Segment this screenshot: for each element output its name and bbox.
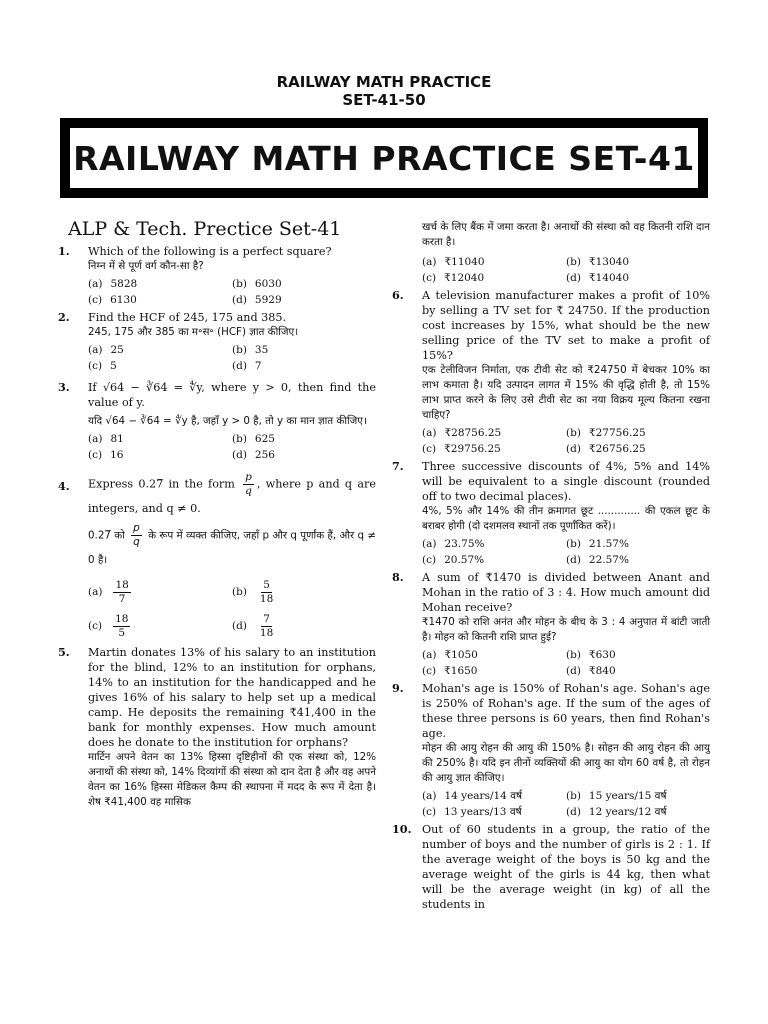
question-text-hi: ₹1470 को राशि अनंत और मोहन के बीच के 3 : 4 अनुपात में बांटी जाती है। मोहन को कितनी राशि प्राप्त हुई?: [422, 616, 710, 643]
radical-expression: √64 − ∛64 = ∜y: [105, 415, 188, 427]
repeating-decimal: 0.27̅: [138, 477, 164, 491]
question-text-hi: यदि √64 − ∛64 = ∜y है, जहाँ y > 0 है, तो y का मान ज्ञात कीजिए।: [88, 415, 367, 427]
question-5: [58, 645, 376, 810]
option-c[interactable]: (c) ₹1650: [422, 665, 478, 677]
section-title: ALP & Tech. Prectice Set-41: [68, 218, 342, 240]
question-9: [392, 681, 710, 820]
question-text-hi: मार्टिन अपने वेतन का 13% हिस्सा दृष्टिहीनों की एक संस्था को, 12% अनाथों की संस्था को, 14% दिव्यांगों की संस्था को दान देता है और वह अपने वेतन का 16% हिस्सा मेडिकल कैम्प की स्थापना में मदद के रूप में देता है। शेष ₹41,400 वह मासिक: [88, 751, 376, 808]
option-b[interactable]: (b) 15 years/15 वर्ष: [566, 790, 667, 802]
title-banner: [60, 118, 708, 198]
option-a[interactable]: (a) 25: [88, 344, 124, 356]
option-a[interactable]: (a) $\frac{18}{7}$: [88, 578, 129, 605]
option-b[interactable]: (b) 35: [232, 344, 269, 356]
option-a[interactable]: (a) ₹1050: [422, 649, 478, 661]
options: [422, 788, 710, 820]
option-d[interactable]: (d) ₹26756.25: [566, 443, 646, 455]
question-8: [392, 570, 710, 679]
question-2: [58, 310, 376, 374]
question-number: 9.: [392, 681, 404, 695]
question-text-en: A sum of ₹1470 is divided between Anant and Mohan in the ratio of 3 : 4. How much amount did Mohan receive?: [422, 571, 710, 614]
question-text-hi: 245, 175 और 385 का म॰स॰ (HCF) ज्ञात कीजिए।: [88, 326, 299, 338]
question-number: 1.: [58, 244, 70, 258]
option-c[interactable]: (c) ₹12040: [422, 272, 485, 284]
options: [422, 536, 710, 568]
option-b[interactable]: (b) 6030: [232, 278, 282, 290]
question-number: 5.: [58, 645, 70, 659]
question-text-en: Out of 60 students in a group, the ratio of the number of boys and the number of girls is 2 : 1. If the average weight of the boys is 50 kg and the average weight of the girls is 44 kg, then what will be the average weight (in kg) of all the students in: [422, 823, 710, 911]
option-d[interactable]: (d) ₹14040: [566, 272, 630, 284]
option-c[interactable]: (c) 16: [88, 449, 124, 461]
fraction-p-q: $\frac{p}{q}$: [133, 522, 140, 548]
question-number: 4.: [58, 479, 70, 493]
fraction-p-q: $\frac{p}{q}$: [245, 471, 252, 497]
option-a[interactable]: (a) ₹28756.25: [422, 427, 502, 439]
option-c[interactable]: (c) $\frac{18}{5}$: [88, 612, 129, 639]
question-text-hi: 0.27̅ को $\frac{p}{q}$ के रूप में व्यक्त कीजिए, जहाँ p और q पूर्णांक हैं, और q ≠ 0 है।: [88, 522, 377, 566]
question-text-en: If √64 − ∛64 = ∜y, where y > 0, then find the value of y.: [88, 381, 377, 409]
option-d[interactable]: (d) $\frac{7}{18}$: [232, 612, 274, 639]
question-number: 10.: [392, 822, 412, 836]
option-d[interactable]: (d) 5929: [232, 294, 282, 306]
question-text-en: Mohan's age is 150% of Rohan's age. Sohan's age is 250% of Rohan's age. If the sum of the ages of these three persons is 60 years, then find Rohan's age.: [422, 682, 710, 740]
option-d[interactable]: (d) ₹840: [566, 665, 616, 677]
question-10: [392, 822, 710, 912]
options: [422, 647, 710, 679]
left-column: [58, 214, 376, 812]
option-c[interactable]: (c) 20.57%: [422, 554, 485, 566]
option-a[interactable]: (a) 5828: [88, 278, 138, 290]
question-number: 7.: [392, 459, 404, 473]
page-title: RAILWAY MATH PRACTICE: [276, 73, 492, 91]
option-c[interactable]: (c) 5: [88, 360, 117, 372]
question-text-en: Three successive discounts of 4%, 5% and 14% will be equivalent to a single discount (rounded off to two decimal places).: [422, 460, 710, 503]
question-text-hi: निम्न में से पूर्ण वर्ग कौन-सा है?: [88, 260, 204, 272]
options: [88, 342, 376, 374]
option-d[interactable]: (d) 7: [232, 360, 262, 372]
question-6: [392, 288, 710, 457]
question-3: [58, 380, 376, 463]
option-c[interactable]: (c) 6130: [88, 294, 137, 306]
option-fraction: $\frac{5}{18}$: [259, 578, 274, 605]
question-text-en: Find the HCF of 245, 175 and 385.: [88, 311, 287, 324]
question-number: 8.: [392, 570, 404, 584]
question-5-continued: [392, 220, 710, 286]
question-text-en: Martin donates 13% of his salary to an institution for the blind, 12% to an institution for orphans, 14% to an institution for the handicapped and he gives 16% of his salary to help set up a medical camp. He deposits the remaining ₹41,400 in the bank for monthly expenses. How much amount does he donate to the institution for orphans?: [88, 646, 376, 749]
question-text-hi: एक टेलीविजन निर्माता, एक टीवी सेट को ₹24750 में बेचकर 10% का लाभ कमाता है। यदि उत्पादन लागत में 15% की वृद्धि होती है, तो 15% लाभ प्राप्त करने के लिए उसे टीवी सेट का नया विक्रय मूल्य कितना रखना चाहिए?: [422, 364, 710, 421]
option-c[interactable]: (c) 13 years/13 वर्ष: [422, 806, 522, 818]
options: [88, 431, 376, 463]
option-c[interactable]: (c) ₹29756.25: [422, 443, 501, 455]
question-text-en: Express 0.27̅ in the form $\frac{p}{q}$ , where p and q are integers, and q ≠ 0.: [88, 471, 376, 515]
option-b[interactable]: (b) $\frac{5}{18}$: [232, 578, 274, 605]
question-text-en: Which of the following is a perfect square?: [88, 245, 332, 258]
question-number: 3.: [58, 380, 70, 394]
option-b[interactable]: (b) 21.57%: [566, 538, 629, 550]
repeating-decimal: 0.27̅: [88, 529, 111, 542]
option-a[interactable]: (a) 14 years/14 वर्ष: [422, 790, 523, 802]
option-fraction: $\frac{18}{5}$: [115, 612, 129, 639]
question-7: [392, 459, 710, 568]
option-a[interactable]: (a) 23.75%: [422, 538, 485, 550]
radical-expression: √64 − ∛64 = ∜y: [102, 381, 202, 394]
question-1: [58, 244, 376, 308]
option-a[interactable]: (a) ₹11040: [422, 256, 485, 268]
option-b[interactable]: (b) 625: [232, 433, 275, 445]
option-fraction: $\frac{7}{18}$: [259, 612, 274, 639]
question-number: 2.: [58, 310, 70, 324]
options: [88, 575, 376, 643]
question-4: [58, 471, 376, 643]
banner-text: RAILWAY MATH PRACTICE SET-41: [70, 128, 698, 188]
options: [88, 276, 376, 308]
option-b[interactable]: (b) ₹27756.25: [566, 427, 646, 439]
option-b[interactable]: (b) ₹13040: [566, 256, 630, 268]
option-fraction: $\frac{18}{7}$: [115, 578, 129, 605]
option-d[interactable]: (d) 22.57%: [566, 554, 629, 566]
page-subtitle: SET-41-50: [342, 91, 426, 109]
option-d[interactable]: (d) 12 years/12 वर्ष: [566, 806, 667, 818]
options: [422, 425, 710, 457]
options: [422, 254, 710, 286]
option-b[interactable]: (b) ₹630: [566, 649, 616, 661]
question-number: 6.: [392, 288, 404, 302]
right-column: [392, 220, 710, 914]
question-text-en: A television manufacturer makes a profit of 10% by selling a TV set for ₹ 24750. If the production cost increases by 15%, what should be the new selling price of the TV set to make a profit of 15%?: [422, 289, 710, 362]
question-text-hi: खर्च के लिए बैंक में जमा करता है। अनाथों की संस्था को वह कितनी राशि दान करता है।: [422, 221, 710, 248]
question-text-hi: 4%, 5% और 14% की तीन क्रमागत छूट ............. की एकल छूट के बराबर होगी (दो दशमलव स्थानों तक पूर्णांकित करें)।: [422, 505, 710, 532]
question-text-hi: मोहन की आयु रोहन की आयु की 150% है। सोहन की आयु रोहन की आयु की 250% है। यदि इन तीनों व्यक्तियों की आयु का योग 60 वर्ष है, तो रोहन की आयु ज्ञात कीजिए।: [422, 742, 710, 784]
option-a[interactable]: (a) 81: [88, 433, 124, 445]
option-d[interactable]: (d) 256: [232, 449, 275, 461]
